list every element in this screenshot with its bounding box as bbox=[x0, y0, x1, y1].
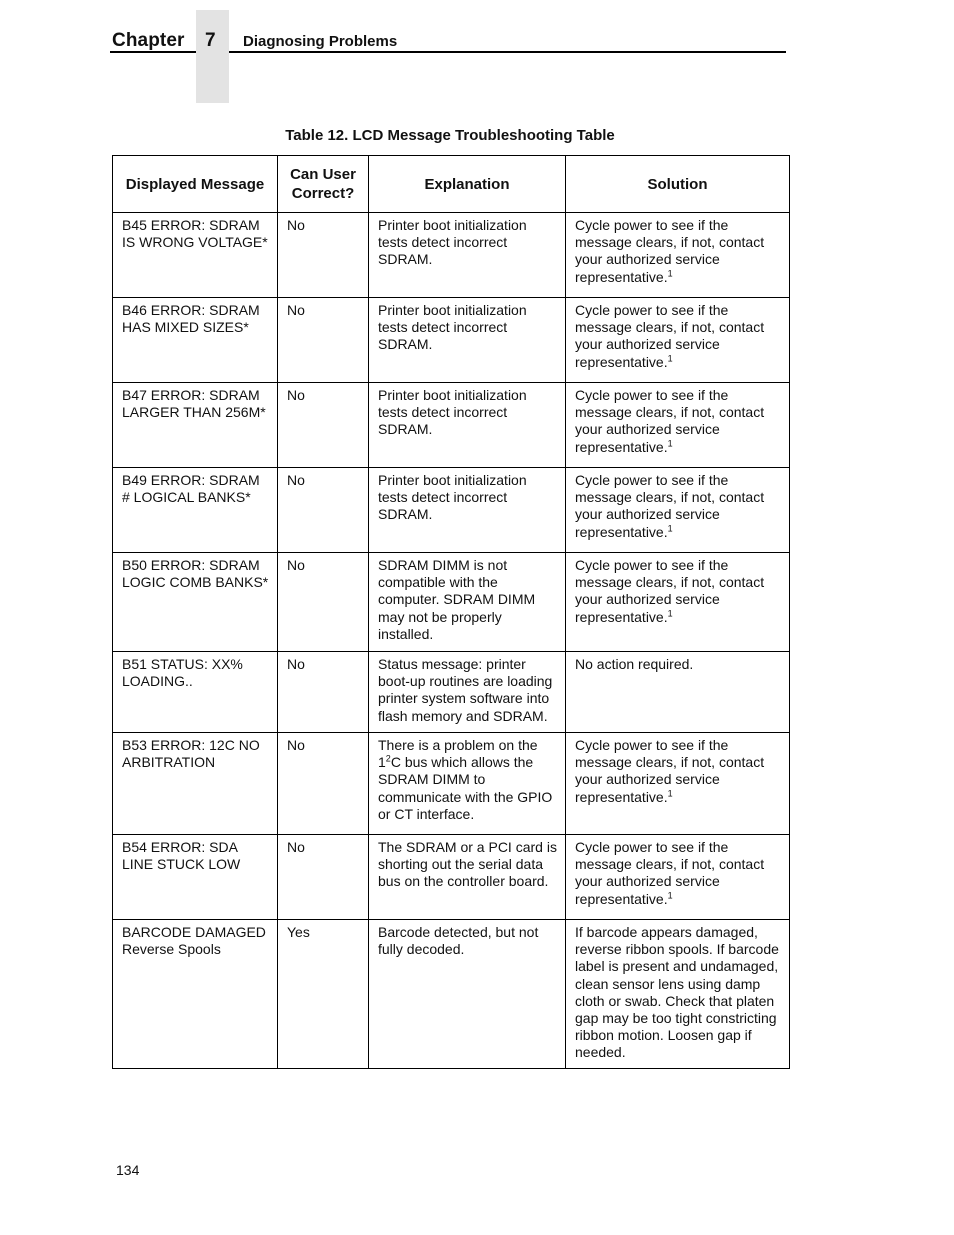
explanation-cell-line: There is a problem on the bbox=[378, 737, 538, 753]
column-header-explanation: Explanation bbox=[369, 156, 566, 213]
solution-cell-line: message clears, if not, contact bbox=[575, 489, 765, 506]
explanation-cell-line: printer system software into bbox=[378, 690, 550, 707]
page-number: 134 bbox=[116, 1162, 140, 1178]
message-cell bbox=[113, 920, 278, 1069]
solution-cell-line: representative. bbox=[575, 523, 668, 540]
solution-cell bbox=[566, 652, 790, 733]
chapter-label: Chapter bbox=[112, 30, 185, 51]
solution-cell-line: Cycle power to see if the bbox=[575, 472, 729, 488]
explanation-cell-line: Printer boot initialization bbox=[378, 472, 527, 488]
table-row bbox=[113, 298, 790, 383]
message-cell bbox=[113, 468, 278, 553]
solution-cell-line: clean sensor lens using damp bbox=[575, 975, 761, 992]
solution-cell bbox=[566, 835, 790, 920]
explanation-cell-line: SDRAM. bbox=[378, 251, 433, 268]
explanation-cell bbox=[369, 835, 566, 920]
can-user-correct-cell: No bbox=[278, 835, 369, 920]
explanation-cell-line: fully decoded. bbox=[378, 941, 465, 958]
footnote-marker: 1 bbox=[667, 352, 673, 363]
explanation-cell-line: SDRAM DIMM is not bbox=[378, 557, 508, 573]
explanation-cell-line: computer. SDRAM DIMM bbox=[378, 591, 536, 608]
message-cell bbox=[113, 553, 278, 652]
explanation-cell bbox=[369, 733, 566, 835]
footnote-marker: 1 bbox=[667, 787, 673, 798]
message-cell bbox=[113, 383, 278, 468]
explanation-cell-line: Printer boot initialization bbox=[378, 387, 527, 403]
table-row bbox=[113, 652, 790, 733]
lcd-troubleshooting-table bbox=[112, 155, 790, 1069]
message-cell-line: ARBITRATION bbox=[122, 754, 216, 771]
explanation-cell bbox=[369, 213, 566, 298]
solution-cell-line: your authorized service bbox=[575, 873, 720, 890]
solution-cell-line: Cycle power to see if the bbox=[575, 302, 729, 318]
can-user-correct-cell: No bbox=[278, 733, 369, 835]
solution-cell-line: Cycle power to see if the bbox=[575, 217, 729, 233]
message-cell bbox=[113, 298, 278, 383]
column-header-message: Displayed Message bbox=[113, 156, 278, 213]
solution-cell-line: representative. bbox=[575, 438, 668, 455]
can-user-correct-cell: No bbox=[278, 652, 369, 733]
explanation-cell-line: SDRAM. bbox=[378, 506, 433, 523]
message-cell-line: B53 ERROR: 12C NO bbox=[122, 737, 260, 753]
table-row bbox=[113, 553, 790, 652]
message-cell-line: B46 ERROR: SDRAM bbox=[122, 302, 260, 318]
solution-cell-line: cloth or swab. Check that platen bbox=[575, 992, 775, 1009]
message-cell-line: B47 ERROR: SDRAM bbox=[122, 387, 260, 403]
solution-cell-line: your authorized service bbox=[575, 251, 720, 268]
explanation-cell-line: Barcode detected, but not bbox=[378, 924, 539, 940]
explanation-cell-line: compatible with the bbox=[378, 574, 498, 591]
solution-cell-line: your authorized service bbox=[575, 771, 720, 788]
solution-cell-line: representative. bbox=[575, 608, 668, 625]
explanation-cell-line: tests detect incorrect bbox=[378, 404, 508, 421]
message-cell-line: Reverse Spools bbox=[122, 941, 221, 958]
explanation-cell-line: bus on the controller board. bbox=[378, 873, 549, 890]
explanation-cell-line: SDRAM. bbox=[378, 421, 433, 438]
solution-cell-line: needed. bbox=[575, 1044, 626, 1061]
table-caption: Table 12. LCD Message Troubleshooting Table bbox=[285, 127, 615, 144]
solution-cell-line: representative. bbox=[575, 353, 668, 370]
table-row bbox=[113, 213, 790, 298]
explanation-cell-line: tests detect incorrect bbox=[378, 234, 508, 251]
solution-cell bbox=[566, 213, 790, 298]
explanation-cell-line: installed. bbox=[378, 625, 434, 642]
solution-cell-line: message clears, if not, contact bbox=[575, 856, 765, 873]
solution-cell-line: No action required. bbox=[575, 656, 694, 672]
message-cell-line: LOGIC COMB BANKS* bbox=[122, 574, 269, 591]
table-row bbox=[113, 383, 790, 468]
chapter-number: 7 bbox=[205, 30, 216, 51]
explanation-cell-line: tests detect incorrect bbox=[378, 319, 508, 336]
can-user-correct-cell: No bbox=[278, 553, 369, 652]
explanation-cell-line: Status message: printer bbox=[378, 656, 526, 672]
explanation-cell-line: The SDRAM or a PCI card is bbox=[378, 839, 557, 855]
solution-cell-line: Cycle power to see if the bbox=[575, 387, 729, 403]
solution-cell-line: your authorized service bbox=[575, 506, 720, 523]
can-user-correct-cell: No bbox=[278, 468, 369, 553]
solution-cell-line: message clears, if not, contact bbox=[575, 574, 765, 591]
explanation-cell bbox=[369, 298, 566, 383]
message-cell-line: BARCODE DAMAGED bbox=[122, 924, 266, 940]
explanation-cell-line: 1 bbox=[378, 754, 386, 771]
explanation-cell-line: communicate with the GPIO bbox=[378, 788, 553, 805]
solution-cell-line: If barcode appears damaged, bbox=[575, 924, 758, 940]
footnote-marker: 1 bbox=[667, 267, 673, 278]
chapter-tab bbox=[196, 10, 229, 103]
solution-cell-line: reverse ribbon spools. If barcode bbox=[575, 941, 779, 958]
explanation-cell-line: SDRAM. bbox=[378, 336, 433, 353]
solution-cell-line: Cycle power to see if the bbox=[575, 839, 729, 855]
explanation-cell-line: tests detect incorrect bbox=[378, 489, 508, 506]
explanation-cell-line: Printer boot initialization bbox=[378, 217, 527, 233]
table-row bbox=[113, 468, 790, 553]
explanation-cell bbox=[369, 652, 566, 733]
explanation-cell-line: SDRAM DIMM to bbox=[378, 771, 486, 788]
can-user-correct-cell: Yes bbox=[278, 920, 369, 1069]
message-cell bbox=[113, 835, 278, 920]
explanation-cell bbox=[369, 920, 566, 1069]
solution-cell-line: message clears, if not, contact bbox=[575, 319, 765, 336]
message-cell-line: LOADING.. bbox=[122, 673, 193, 690]
solution-cell-line: gap may be too tight constricting bbox=[575, 1010, 777, 1027]
solution-cell-line: message clears, if not, contact bbox=[575, 234, 765, 251]
explanation-cell-line: Printer boot initialization bbox=[378, 302, 527, 318]
solution-cell-line: your authorized service bbox=[575, 336, 720, 353]
can-user-correct-cell: No bbox=[278, 383, 369, 468]
table-row bbox=[113, 835, 790, 920]
solution-cell-line: your authorized service bbox=[575, 591, 720, 608]
solution-cell-line: representative. bbox=[575, 890, 668, 907]
solution-cell bbox=[566, 468, 790, 553]
solution-cell-line: Cycle power to see if the bbox=[575, 737, 729, 753]
explanation-cell-line: flash memory and SDRAM. bbox=[378, 707, 548, 724]
solution-cell-line: representative. bbox=[575, 788, 668, 805]
message-cell-line: B50 ERROR: SDRAM bbox=[122, 557, 260, 573]
table-row bbox=[113, 733, 790, 835]
solution-cell bbox=[566, 298, 790, 383]
message-cell-line: LINE STUCK LOW bbox=[122, 856, 241, 873]
column-header-can-user-correct-text: Can User Correct? bbox=[290, 166, 356, 202]
message-cell-line: B45 ERROR: SDRAM bbox=[122, 217, 260, 233]
solution-cell-line: label is present and undamaged, bbox=[575, 958, 779, 975]
message-cell-line: B49 ERROR: SDRAM bbox=[122, 472, 260, 488]
explanation-cell-line: or CT interface. bbox=[378, 805, 475, 822]
solution-cell-line: your authorized service bbox=[575, 421, 720, 438]
footnote-marker: 1 bbox=[667, 522, 673, 533]
header-rule-left bbox=[110, 51, 196, 53]
message-cell-line: B51 STATUS: XX% bbox=[122, 656, 243, 672]
table-header-row bbox=[113, 156, 790, 213]
message-cell-line: B54 ERROR: SDA bbox=[122, 839, 238, 855]
solution-cell bbox=[566, 733, 790, 835]
solution-cell bbox=[566, 553, 790, 652]
chapter-title: Diagnosing Problems bbox=[243, 33, 398, 50]
solution-cell-line: ribbon motion. Loosen gap if bbox=[575, 1027, 752, 1044]
column-header-solution: Solution bbox=[566, 156, 790, 213]
solution-cell-line: message clears, if not, contact bbox=[575, 754, 765, 771]
header-rule-right bbox=[229, 51, 786, 53]
superscript: 2 bbox=[385, 753, 391, 764]
solution-cell-line: Cycle power to see if the bbox=[575, 557, 729, 573]
can-user-correct-cell: No bbox=[278, 298, 369, 383]
explanation-cell-line: may not be properly bbox=[378, 608, 502, 625]
footnote-marker: 1 bbox=[667, 607, 673, 618]
explanation-cell bbox=[369, 553, 566, 652]
message-cell-line: LARGER THAN 256M* bbox=[122, 404, 266, 421]
explanation-cell-line: boot-up routines are loading bbox=[378, 673, 553, 690]
explanation-cell bbox=[369, 468, 566, 553]
table-row bbox=[113, 920, 790, 1069]
solution-cell bbox=[566, 383, 790, 468]
solution-cell-line: message clears, if not, contact bbox=[575, 404, 765, 421]
message-cell-line: HAS MIXED SIZES* bbox=[122, 319, 249, 336]
solution-cell-line: representative. bbox=[575, 268, 668, 285]
message-cell-line: IS WRONG VOLTAGE* bbox=[122, 234, 268, 251]
explanation-cell-line: shorting out the serial data bbox=[378, 856, 543, 873]
explanation-cell-line: C bus which allows the bbox=[390, 754, 534, 771]
message-cell bbox=[113, 213, 278, 298]
footnote-marker: 1 bbox=[667, 437, 673, 448]
message-cell bbox=[113, 733, 278, 835]
message-cell-line: # LOGICAL BANKS* bbox=[122, 489, 251, 506]
column-header-can-user-correct bbox=[278, 156, 369, 213]
explanation-cell bbox=[369, 383, 566, 468]
can-user-correct-cell: No bbox=[278, 213, 369, 298]
solution-cell bbox=[566, 920, 790, 1069]
footnote-marker: 1 bbox=[667, 889, 673, 900]
message-cell bbox=[113, 652, 278, 733]
